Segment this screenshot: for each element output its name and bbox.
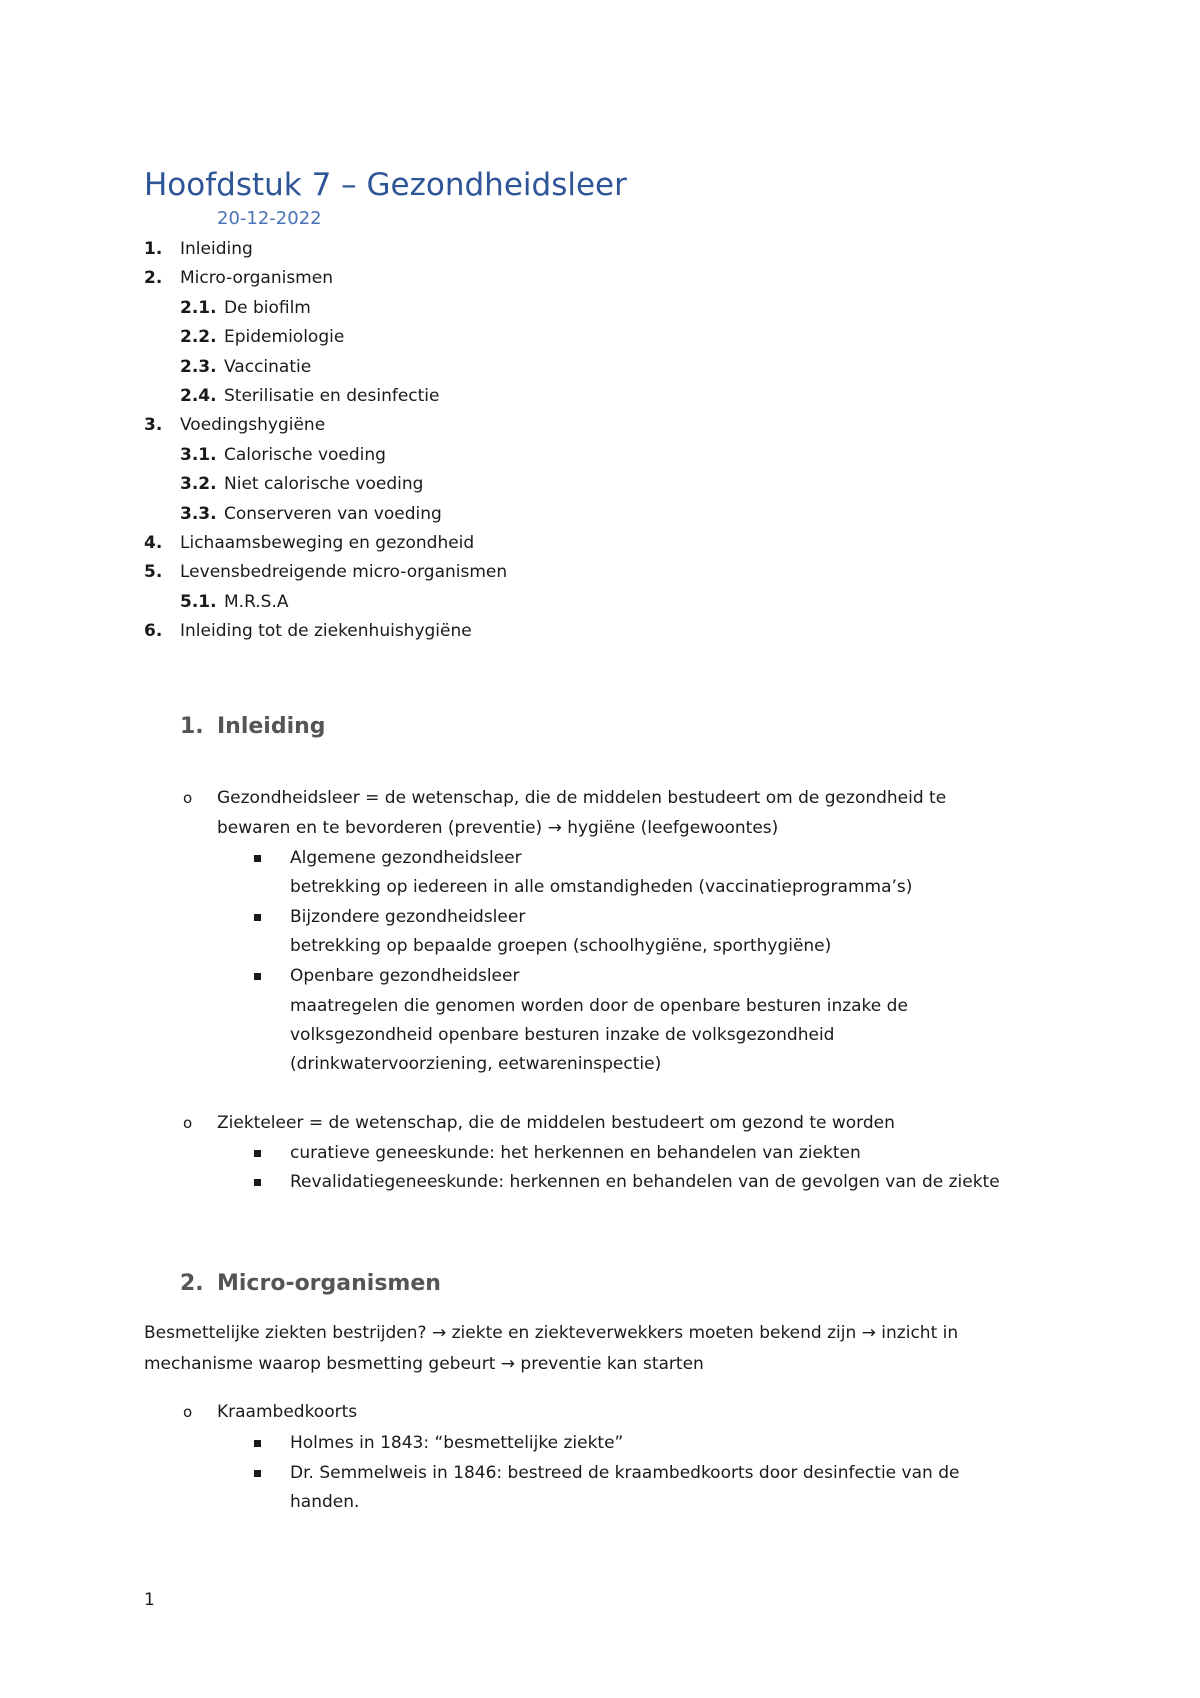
document-title: Hoofdstuk 7 – Gezondheidsleer	[144, 167, 627, 203]
list-item-text: Revalidatiegeneeskunde: herkennen en behandelen van de gevolgen van de ziekte	[290, 1172, 1000, 1192]
toc-number: 3.1.	[180, 444, 217, 465]
page-number: 1	[144, 1590, 155, 1610]
document-date: 20-12-2022	[217, 208, 322, 229]
toc-number: 2.4.	[180, 385, 217, 406]
hollow-bullet-icon: o	[183, 1403, 193, 1421]
paragraph-line: mechanisme waarop besmetting gebeurt → preventie kan starten	[144, 1354, 704, 1374]
list-item-text: handen.	[290, 1492, 360, 1512]
toc-number: 3.3.	[180, 503, 217, 524]
list-item-title: Openbare gezondheidsleer	[290, 966, 520, 986]
toc-label: M.R.S.A	[224, 591, 289, 612]
toc-label: Micro-organismen	[180, 268, 333, 289]
section-heading-micro-organismen	[180, 1269, 441, 1299]
toc-label: Levensbedreigende micro-organismen	[180, 562, 508, 583]
list-item-text: volksgezondheid openbare besturen inzake de volksgezondheid	[290, 1025, 835, 1045]
section-heading-inleiding	[180, 712, 326, 742]
toc-label: Voedingshygiëne	[180, 415, 326, 436]
list-item-text: betrekking op iedereen in alle omstandigheden (vaccinatieprogramma’s)	[290, 877, 913, 897]
toc-number: 5.1.	[180, 591, 217, 612]
square-bullet-icon	[254, 1179, 261, 1186]
paragraph-line: Gezondheidsleer = de wetenschap, die de middelen bestudeert om de gezondheid te	[217, 788, 947, 808]
square-bullet-icon	[254, 1150, 261, 1157]
toc-number: 2.	[144, 268, 163, 289]
toc-label: De biofilm	[224, 297, 311, 318]
square-bullet-icon	[254, 914, 261, 921]
toc-number: 2.3.	[180, 356, 217, 377]
toc-number: 2.2.	[180, 327, 217, 348]
section-title: Micro-organismen	[217, 1271, 441, 1296]
section-number: 1.	[180, 714, 204, 739]
paragraph-line: Besmettelijke ziekten bestrijden? → ziekte en ziekteverwekkers moeten bekend zijn → inzicht in	[144, 1323, 959, 1343]
toc-label: Niet calorische voeding	[224, 474, 424, 495]
toc-number: 6.	[144, 621, 163, 642]
toc-label: Epidemiologie	[224, 327, 345, 348]
toc-number: 3.2.	[180, 474, 217, 495]
toc-label: Inleiding	[180, 239, 253, 259]
list-item-text: Dr. Semmelweis in 1846: bestreed de kraambedkoorts door desinfectie van de	[290, 1463, 960, 1483]
square-bullet-icon	[254, 1470, 261, 1477]
list-item-text: curatieve geneeskunde: het herkennen en behandelen van ziekten	[290, 1143, 861, 1163]
list-item-title: Algemene gezondheidsleer	[290, 848, 522, 868]
list-item-text: betrekking op bepaalde groepen (schoolhygiëne, sporthygiëne)	[290, 936, 832, 956]
list-item-text: Holmes in 1843: “besmettelijke ziekte”	[290, 1433, 624, 1453]
toc-number: 3.	[144, 415, 163, 436]
toc-label: Vaccinatie	[224, 356, 312, 377]
paragraph-line: bewaren en te bevorderen (preventie) → hygiëne (leefgewoontes)	[217, 818, 779, 838]
list-item-text: (drinkwatervoorziening, eetwareninspectie)	[290, 1054, 662, 1074]
toc-label: Lichaamsbeweging en gezondheid	[180, 532, 475, 553]
square-bullet-icon	[254, 973, 261, 980]
list-item-text: maatregelen die genomen worden door de openbare besturen inzake de	[290, 996, 908, 1016]
square-bullet-icon	[254, 1440, 261, 1447]
toc-label: Conserveren van voeding	[224, 503, 442, 524]
toc-number: 1.	[144, 239, 163, 259]
toc-number: 4.	[144, 532, 163, 553]
list-item-title: Bijzondere gezondheidsleer	[290, 907, 526, 927]
section-number: 2.	[180, 1271, 204, 1296]
hollow-bullet-icon: o	[183, 789, 193, 807]
square-bullet-icon	[254, 855, 261, 862]
hollow-bullet-icon: o	[183, 1114, 193, 1132]
section-title: Inleiding	[217, 714, 326, 739]
toc-label: Inleiding tot de ziekenhuishygiëne	[180, 621, 472, 642]
toc-number: 2.1.	[180, 297, 217, 318]
toc-label: Sterilisatie en desinfectie	[224, 385, 440, 406]
paragraph-line: Kraambedkoorts	[217, 1402, 358, 1422]
paragraph-line: Ziekteleer = de wetenschap, die de middelen bestudeert om gezond te worden	[217, 1113, 895, 1133]
toc-label: Calorische voeding	[224, 444, 386, 465]
toc-number: 5.	[144, 562, 163, 583]
